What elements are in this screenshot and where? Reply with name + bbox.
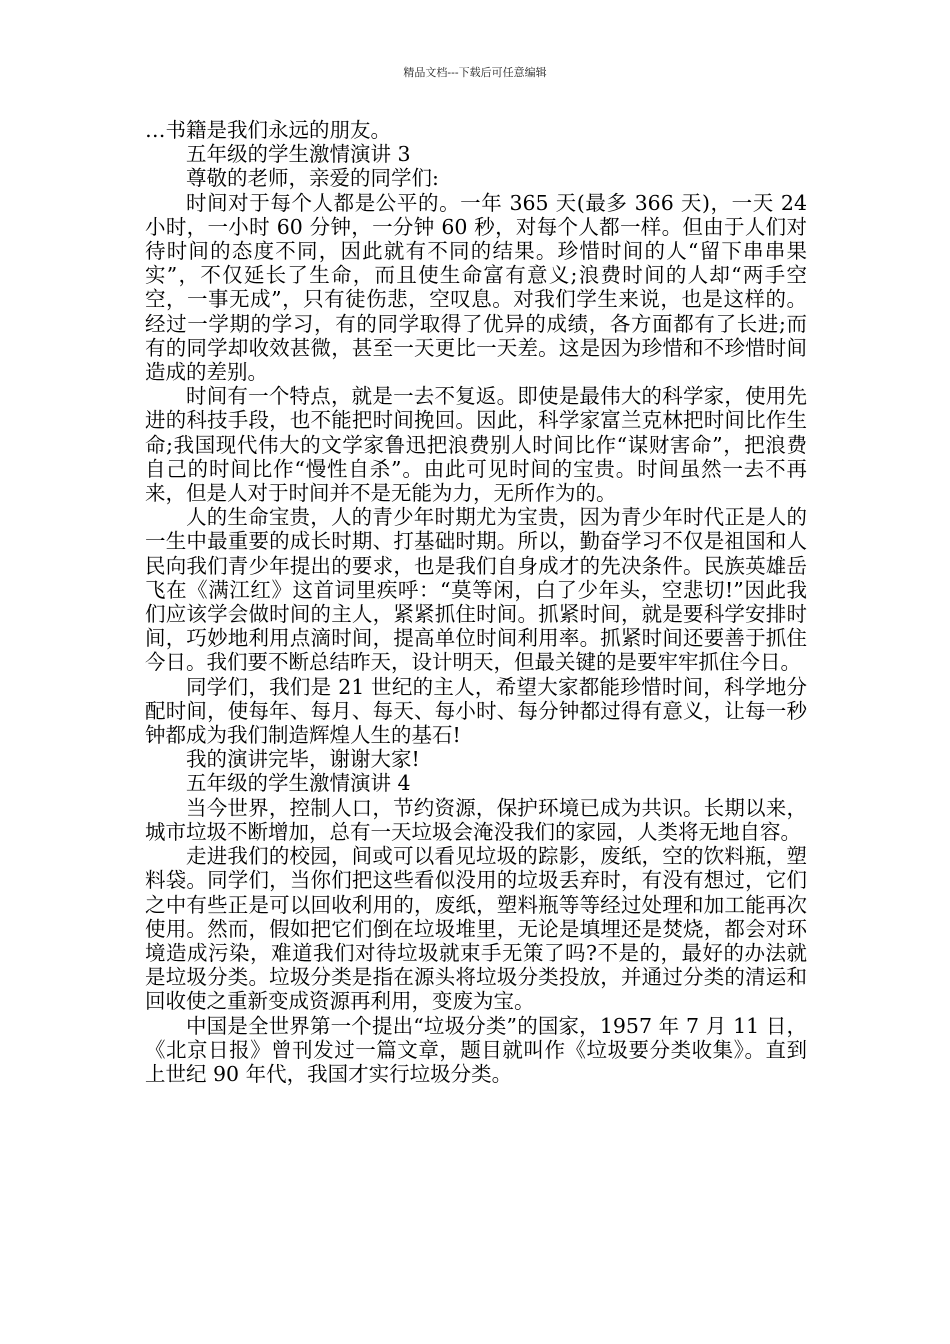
document-body: [145, 118, 807, 1086]
paragraph-salutation: 尊敬的老师，亲爱的同学们:: [186, 166, 439, 191]
paragraph-china-history: 中国是全世界第一个提出“垃圾分类”的国家，1957 年 7 月 11 日，《北京日报》曾刊发过一篇文章，题目就叫作《垃圾要分类收集》。直到上世纪 90 年代，我国才实行垃圾分类。: [145, 1013, 807, 1086]
page-header: [0, 66, 950, 80]
paragraph-speech-end: 我的演讲完毕，谢谢大家!: [186, 747, 420, 772]
page-header-text: 精品文档---下载后可任意编辑: [403, 66, 547, 79]
paragraph-intro-closing: …书籍是我们永远的朋友。: [145, 118, 391, 142]
paragraph-environment: 当今世界，控制人口，节约资源，保护环境已成为共识。长期以来，城市垃圾不断增加，总有一天垃圾会淹没我们的家园，人类将无地自容。: [145, 795, 807, 844]
paragraph-time-fairness: 时间对于每个人都是公平的。一年 365 天(最多 366 天)，一天 24 小时，一小时 60 分钟，一分钟 60 秒，对每个人都一样。但由于人们对待时间的态度不同，因此就有不同的结果。珍惜时间的人“留下串串果实”，不仅延长了生命，而且使生命富有意义;浪费时间的人却“两手空空，一事无成”，只有徒伤悲，空叹息。对我们学生来说，也是这样的。经过一学期的学习，有的同学取得了优异的成绩，各方面都有了长进;而有的同学却收效甚微，甚至一天更比一天差。这是因为珍惜和不珍惜时间造成的差别。: [145, 190, 807, 385]
section-heading-speech-3: 五年级的学生激情演讲 3: [186, 142, 411, 167]
paragraph-youth-precious: 人的生命宝贵，人的青少年时期尤为宝贵，因为青少年时代正是人的一生中最重要的成长时期、打基础时期。所以，勤奋学习不仅是祖国和人民向我们青少年提出的要求，也是我们自身成才的先决条件。民族英雄岳飞在《满江红》这首词里疾呼：“莫等闲，白了少年头，空悲切!”因此我们应该学会做时间的主人，紧紧抓住时间。抓紧时间，就是要科学安排时间，巧妙地利用点滴时间，提高单位时间利用率。抓紧时间还要善于抓住今日。我们要不断总结昨天，设计明天，但最关键的是要牢牢抓住今日。: [145, 505, 807, 675]
section-heading-speech-4: 五年级的学生激情演讲 4: [186, 771, 411, 796]
paragraph-garbage-sorting: 走进我们的校园，间或可以看见垃圾的踪影，废纸，空的饮料瓶，塑料袋。同学们，当你们把这些看似没用的垃圾丢弃时，有没有想过，它们之中有些正是可以回收利用的，废纸，塑料瓶等等经过处理和加工能再次使用。然而，假如把它们倒在垃圾堆里，无论是填埋还是焚烧，都会对环境造成污染，难道我们对待垃圾就束手无策了吗?不是的，最好的办法就是垃圾分类。垃圾分类是指在源头将垃圾分类投放，并通过分类的清运和回收使之重新变成资源再利用，变废为宝。: [145, 844, 807, 1014]
paragraph-time-irreversible: 时间有一个特点，就是一去不复返。即使是最伟大的科学家，使用先进的科技手段，也不能把时间挽回。因此，科学家富兰克林把时间比作生命;我国现代伟大的文学家鲁迅把浪费别人时间比作“谋财害命”，把浪费自己的时间比作“慢性自杀”。由此可见时间的宝贵。时间虽然一去不再来，但是人对于时间并不是无能为力，无所作为的。: [145, 384, 807, 506]
paragraph-cherish-time: 同学们，我们是 21 世纪的主人，希望大家都能珍惜时间，科学地分配时间，使每年、每月、每天、每小时、每分钟都过得有意义，让每一秒钟都成为我们制造辉煌人生的基石!: [145, 674, 807, 748]
